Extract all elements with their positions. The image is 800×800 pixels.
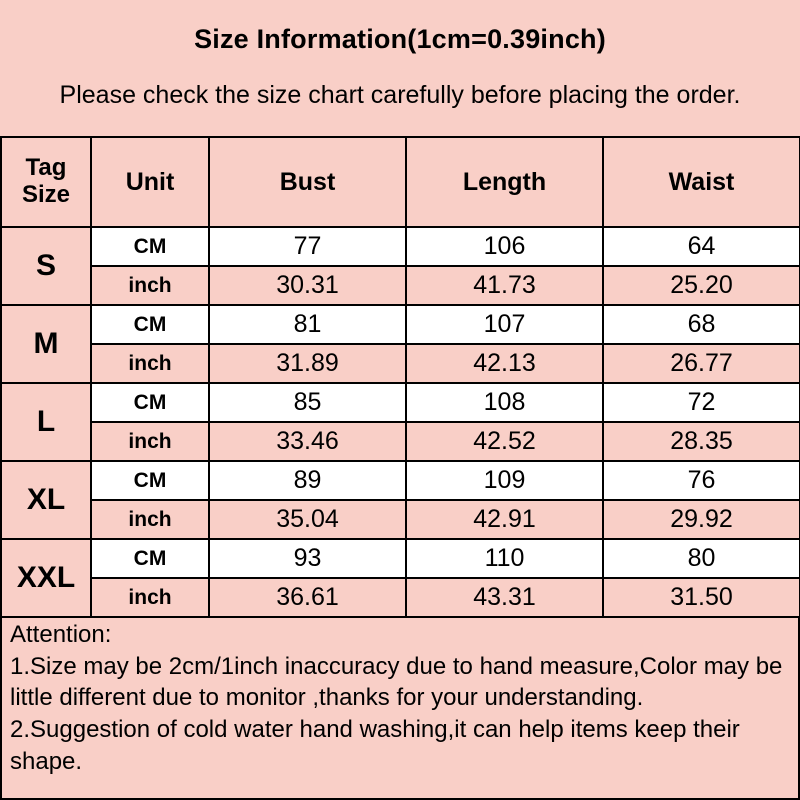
table-row (1, 227, 800, 266)
unit-cell-inch: inch (91, 344, 209, 383)
attention-note-1: 1.Size may be 2cm/1inch inaccuracy due to hand measure,Color may be little different due to monitor ,thanks for your understanding. (10, 652, 783, 712)
column-header-tag-size (1, 137, 91, 227)
size-tag-cell: L (1, 383, 91, 461)
bust-cm-value: 77 (209, 227, 406, 266)
waist-inch-value: 31.50 (603, 578, 800, 617)
table-row (1, 461, 800, 500)
length-cm-value: 110 (406, 539, 603, 578)
column-header-unit: Unit (91, 137, 209, 227)
length-inch-value: 43.31 (406, 578, 603, 617)
unit-cell-inch: inch (91, 500, 209, 539)
bust-inch-value: 33.46 (209, 422, 406, 461)
column-header-bust: Bust (209, 137, 406, 227)
table-row (1, 344, 800, 383)
size-tag-cell: M (1, 305, 91, 383)
table-row (1, 539, 800, 578)
header-block (0, 0, 800, 110)
column-header-length: Length (406, 137, 603, 227)
unit-cell-inch: inch (91, 578, 209, 617)
length-inch-value: 42.13 (406, 344, 603, 383)
unit-cell-inch: inch (91, 266, 209, 305)
page-subtitle: Please check the size chart carefully before placing the order. (59, 81, 741, 109)
waist-inch-value: 25.20 (603, 266, 800, 305)
waist-inch-value: 28.35 (603, 422, 800, 461)
waist-cm-value: 64 (603, 227, 800, 266)
table-header (1, 137, 800, 227)
waist-cm-value: 76 (603, 461, 800, 500)
bust-cm-value: 93 (209, 539, 406, 578)
waist-inch-value: 26.77 (603, 344, 800, 383)
page-title: Size Information(1cm=0.39inch) (194, 24, 606, 54)
column-header-tag-line2: Size (21, 181, 71, 208)
unit-cell-cm: CM (91, 305, 209, 344)
bust-cm-value: 85 (209, 383, 406, 422)
unit-cell-cm: CM (91, 539, 209, 578)
column-header-tag-line1: Tag (25, 154, 67, 182)
table-header-row (1, 137, 800, 227)
bust-cm-value: 89 (209, 461, 406, 500)
column-header-waist: Waist (603, 137, 800, 227)
unit-cell-cm: CM (91, 461, 209, 500)
waist-cm-value: 72 (603, 383, 800, 422)
table-row (1, 305, 800, 344)
unit-cell-cm: CM (91, 227, 209, 266)
bust-cm-value: 81 (209, 305, 406, 344)
unit-cell-cm: CM (91, 383, 209, 422)
attention-block (0, 618, 800, 800)
table-row (1, 500, 800, 539)
size-tag-cell: XL (1, 461, 91, 539)
length-inch-value: 42.52 (406, 422, 603, 461)
table-row (1, 578, 800, 617)
bust-inch-value: 30.31 (209, 266, 406, 305)
length-cm-value: 108 (406, 383, 603, 422)
table-row (1, 422, 800, 461)
bust-inch-value: 35.04 (209, 500, 406, 539)
table-row (1, 383, 800, 422)
size-tag-cell: S (1, 227, 91, 305)
length-cm-value: 109 (406, 461, 603, 500)
waist-cm-value: 80 (603, 539, 800, 578)
bust-inch-value: 36.61 (209, 578, 406, 617)
unit-cell-inch: inch (91, 422, 209, 461)
length-cm-value: 106 (406, 227, 603, 266)
waist-cm-value: 68 (603, 305, 800, 344)
size-table (0, 136, 800, 618)
length-inch-value: 42.91 (406, 500, 603, 539)
table-row (1, 266, 800, 305)
attention-note-2: 2.Suggestion of cold water hand washing,it can help items keep their shape. (10, 716, 740, 775)
length-inch-value: 41.73 (406, 266, 603, 305)
table-body (1, 227, 800, 617)
size-tag-cell: XXL (1, 539, 91, 617)
length-cm-value: 107 (406, 305, 603, 344)
bust-inch-value: 31.89 (209, 344, 406, 383)
waist-inch-value: 29.92 (603, 500, 800, 539)
attention-heading: Attention: (10, 621, 112, 648)
